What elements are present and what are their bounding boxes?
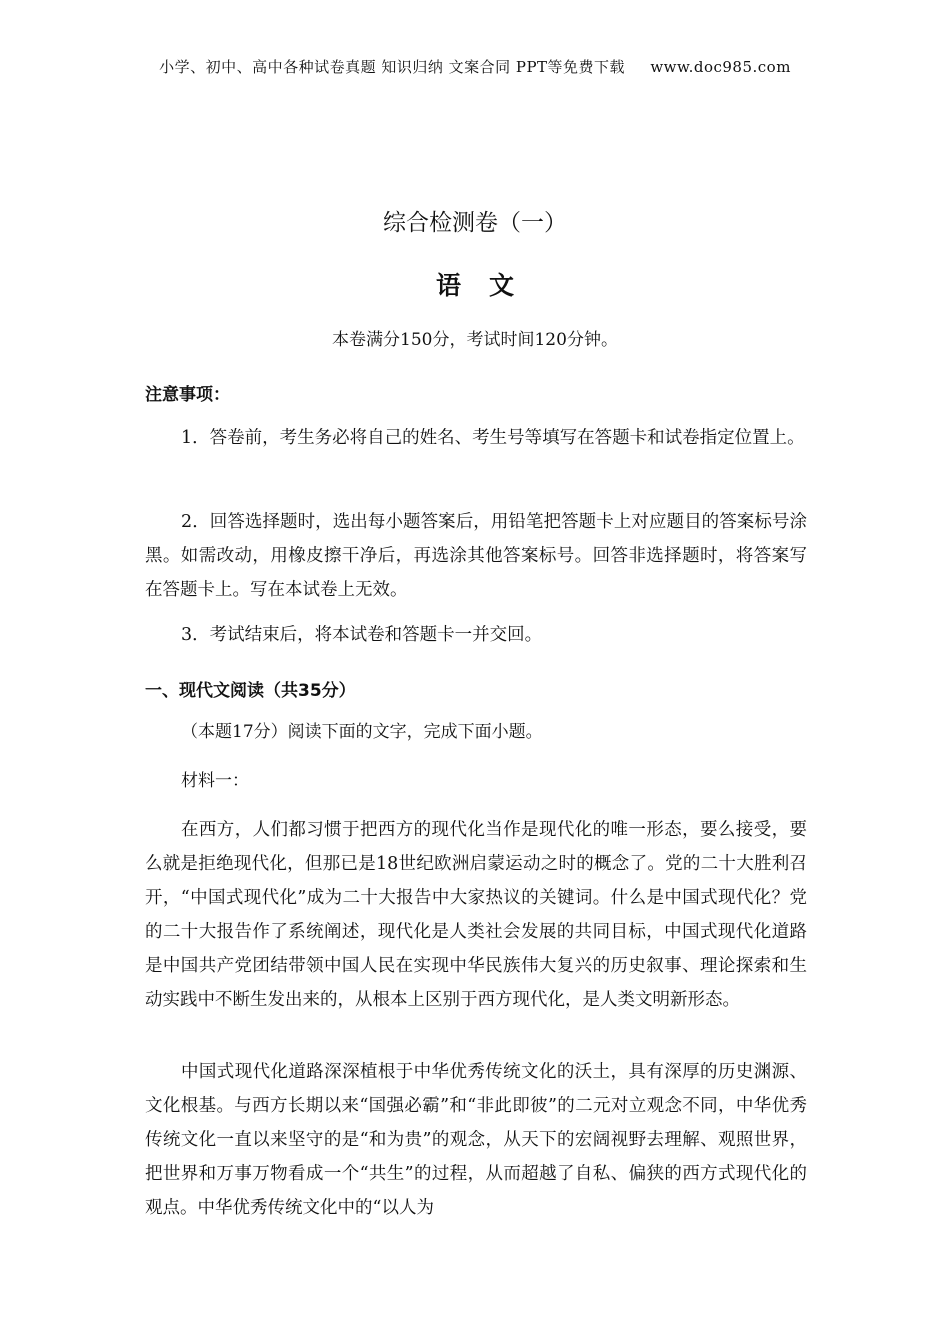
notice-item-1: 1．答卷前，考生务必将自己的姓名、考生号等填写在答题卡和试卷指定位置上。 bbox=[181, 428, 805, 448]
exam-subject: 语文 bbox=[435, 271, 542, 300]
material-paragraph-2: 中国式现代化道路深深植根于中华优秀传统文化的沃土，具有深厚的历史渊源、文化根基。与西方长期以来“国强必霸”和“非此即彼”的二元对立观念不同，中华优秀传统文化一直以来坚守的是“和为贵”的观念，从天下的宏阔视野去理解、观照世界，把世界和万事万物看成一个“共生”的过程，从而超越了自私、偏狭的西方式现代化的观点。中华优秀传统文化中的“以人为 bbox=[145, 1062, 807, 1218]
material-paragraph-1: 在西方，人们都习惯于把西方的现代化当作是现代化的唯一形态，要么接受，要么就是拒绝现代化，但那已是18世纪欧洲启蒙运动之时的概念了。党的二十大胜利召开，“中国式现代化”成为二十大报告中大家热议的关键词。什么是中国式现代化？党的二十大报告作了系统阐述，现代化是人类社会发展的共同目标，中国式现代化道路是中国共产党团结带领中国人民在实现中华民族伟大复兴的历史叙事、理论探索和生动实践中不断生发出来的，从根本上区别于西方现代化，是人类文明新形态。 bbox=[145, 820, 807, 1010]
exam-meta: 本卷满分150分，考试时间120分钟。 bbox=[332, 330, 618, 350]
page-header bbox=[0, 56, 950, 77]
exam-title: 综合检测卷（一） bbox=[383, 210, 567, 236]
material-label: 材料一： bbox=[181, 771, 249, 791]
section-1-heading: 一、现代文阅读（共35分） bbox=[145, 681, 356, 701]
notice-item-2: 2．回答选择题时，选出每小题答案后，用铅笔把答题卡上对应题目的答案标号涂黑。如需改动，用橡皮擦干净后，再选涂其他答案标号。回答非选择题时，将答案写在答题卡上。写在本试卷上无效。 bbox=[145, 512, 807, 600]
notice-heading: 注意事项： bbox=[145, 385, 230, 405]
header-tagline: 小学、初中、高中各种试卷真题 知识归纳 文案合同 PPT等免费下载 bbox=[159, 58, 626, 76]
header-url[interactable]: www.doc985.com bbox=[650, 58, 791, 76]
notice-item-3: 3．考试结束后，将本试卷和答题卡一并交回。 bbox=[181, 625, 543, 645]
section-1-instruction: （本题17分）阅读下面的文字，完成下面小题。 bbox=[181, 722, 543, 742]
